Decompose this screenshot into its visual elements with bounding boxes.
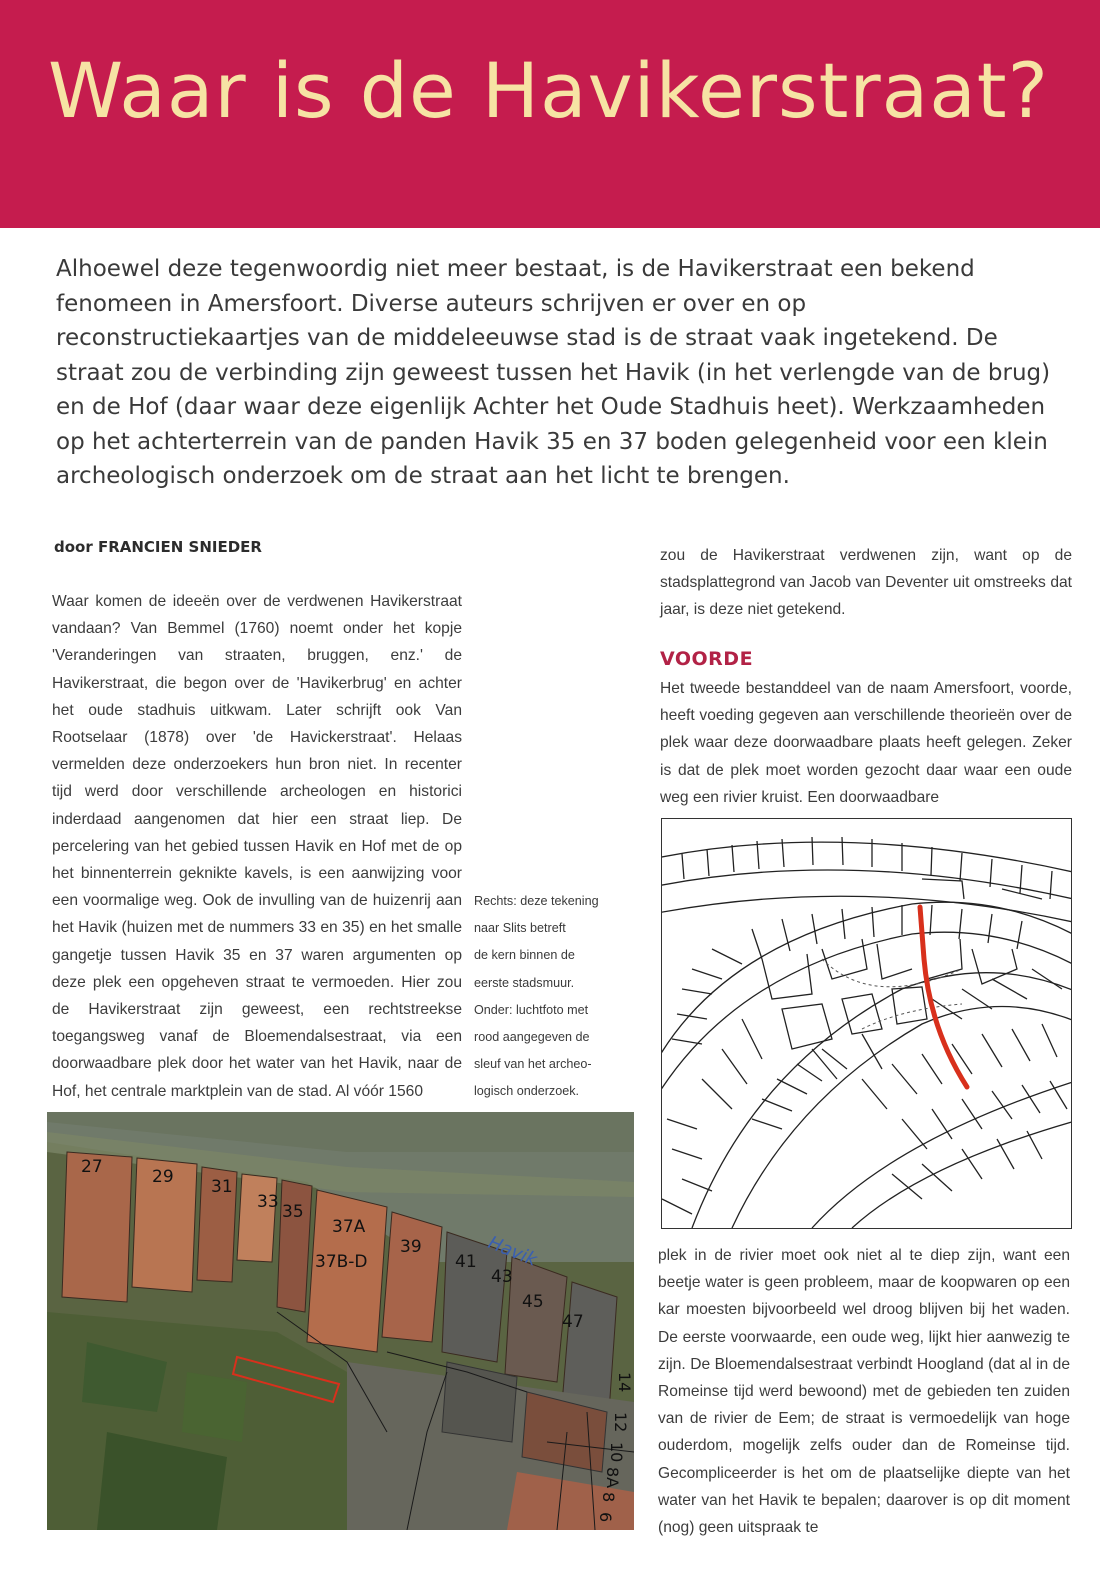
house-number-label: 8A bbox=[603, 1467, 622, 1489]
aerial-photo bbox=[47, 1112, 634, 1530]
house-number-label: 47 bbox=[562, 1312, 584, 1332]
body-column-right-mid: Het tweede bestanddeel van de naam Amersfoort, voorde, heeft voeding gegeven aan verschillende theorieën over de plek waar deze doorwaadbare plaats heeft gelegen. Zeker is dat de plek moet worden gezocht daar waar een oude weg een rivier kruist. Een doorwaadbare bbox=[660, 680, 1072, 806]
parcel-map-svg bbox=[662, 819, 1071, 1228]
caption-line: naar Slits betreft bbox=[474, 921, 566, 936]
house-number-label: 12 bbox=[611, 1412, 630, 1433]
house-number-label: 41 bbox=[455, 1252, 477, 1272]
house-number-label: 10 bbox=[607, 1442, 626, 1463]
caption-line: Onder: luchtfoto met bbox=[474, 1002, 589, 1017]
intro-paragraph: Alhoewel deze tegenwoordig niet meer bestaat, is de Havikerstraat een bekend fenomeen in Amersfoort. Diverse auteurs schrijven er over en op reconstructiekaartjes van de middeleeuwse stad is de straat vaak ingetekend. De straat zou de verbinding zijn geweest tussen het Havik (in het verlengde van de brug) en de Hof (daar waar deze eigenlijk Achter het Oude Stadhuis heet). Werkzaamheden op het achterterrein van de panden Havik 35 en 37 boden gelegenheid voor een klein archeologisch onderzoek om de straat aan het licht te brengen. bbox=[56, 256, 1051, 489]
house-number-label: 8 bbox=[599, 1492, 618, 1503]
house-number-label: 31 bbox=[211, 1177, 233, 1197]
house-number-label: 27 bbox=[81, 1157, 103, 1177]
aerial-photo-svg bbox=[47, 1112, 634, 1530]
house-number-label: 35 bbox=[282, 1202, 304, 1222]
byline: door FRANCIEN SNIEDER bbox=[54, 538, 262, 556]
caption-line: sleuf van het archeo- bbox=[474, 1057, 592, 1072]
caption-line: de kern binnen de bbox=[474, 948, 575, 963]
title-banner bbox=[0, 0, 1100, 228]
parcel-map-drawing bbox=[661, 818, 1072, 1229]
caption-line: logisch onderzoek. bbox=[474, 1084, 580, 1099]
house-number-label: 39 bbox=[400, 1237, 422, 1257]
body-column-right-bottom: plek in de rivier moet ook niet al te diep zijn, want een beetje water is geen probleem, maar de koopwaren op een kar moesten bijvoorbeeld wel droog blijven bij het waden. De eerste voorwaarde, een oude weg, lijkt hier aanwezig te zijn. De Bloemendalsestraat verbindt Hoogland (dat al in de Romeinse tijd werd bewoond) met de gebieden ten zuiden van de rivier de Eem; de straat is vermoedelijk van hoge ouderdom, mogelijk zelfs ouder dan de Romeinse tijd. Gecompliceerder is het om de plaatselijke diepte van het water van het Havik te bepalen; daarover is op dit moment (nog) geen uitspraak te bbox=[658, 1247, 1070, 1537]
body-column-left: Waar komen de ideeën over de verdwenen Havikerstraat vandaan? Van Bemmel (1760) noemt onder het kopje 'Veranderingen van straaten, bruggen, enz.' de Havikerstraat, die begon over de 'Havikerbrug' en achter het oude stadhuis uitkwam. Later schrijft ook Van Rootselaar (1878) over 'de Havickerstraat'. Helaas vermelden deze onderzoekers hun bron niet. In recenter tijd werd door verschillende archeologen en historici inderdaad aangenomen dat hier een straat liep. De percelering van het gebied tussen Havik en Hof met de op het binnenterrein geknikte kavels, is een aanwijzing voor een voormalige weg. Ook de invulling van de huizenrij aan het Havik (huizen met de nummers 33 en 35) en het smalle gangetje tussen Havik 35 en 37 waren argumenten op deze plek een opgeheven straat te vermoeden. Hier zou de Havikerstraat zijn geweest, een rechtstreekse toegangsweg vanaf de Bloemendalsestraat, via een doorwaadbare plek door het water van het Havik, naar de Hof, het centrale marktplein van de stad. Al vóór 1560 bbox=[52, 593, 462, 1100]
house-number-label: 33 bbox=[257, 1192, 279, 1212]
caption-line: eerste stadsmuur. bbox=[474, 975, 575, 990]
house-number-label: 29 bbox=[152, 1167, 174, 1187]
house-number-label: 43 bbox=[491, 1267, 513, 1287]
page-title: Waar is de Havikerstraat? bbox=[48, 46, 1049, 135]
caption-line: rood aangegeven de bbox=[474, 1030, 590, 1045]
house-number-label: 37A bbox=[332, 1217, 366, 1237]
house-number-label: 45 bbox=[522, 1292, 544, 1312]
figure-caption bbox=[474, 888, 624, 1106]
house-number-label: 37B-D bbox=[315, 1252, 368, 1272]
section-heading-voorde: VOORDE bbox=[660, 648, 754, 670]
caption-line: Rechts: deze tekening bbox=[474, 894, 599, 908]
house-number-label: 6 bbox=[596, 1512, 615, 1523]
body-column-right-top: zou de Havikerstraat verdwenen zijn, want op de stadsplattegrond van Jacob van Deventer uit omstreeks dat jaar, is deze niet getekend. bbox=[660, 547, 1072, 619]
street-label-havik: Havik bbox=[485, 1232, 540, 1271]
house-number-label: 14 bbox=[615, 1372, 634, 1393]
